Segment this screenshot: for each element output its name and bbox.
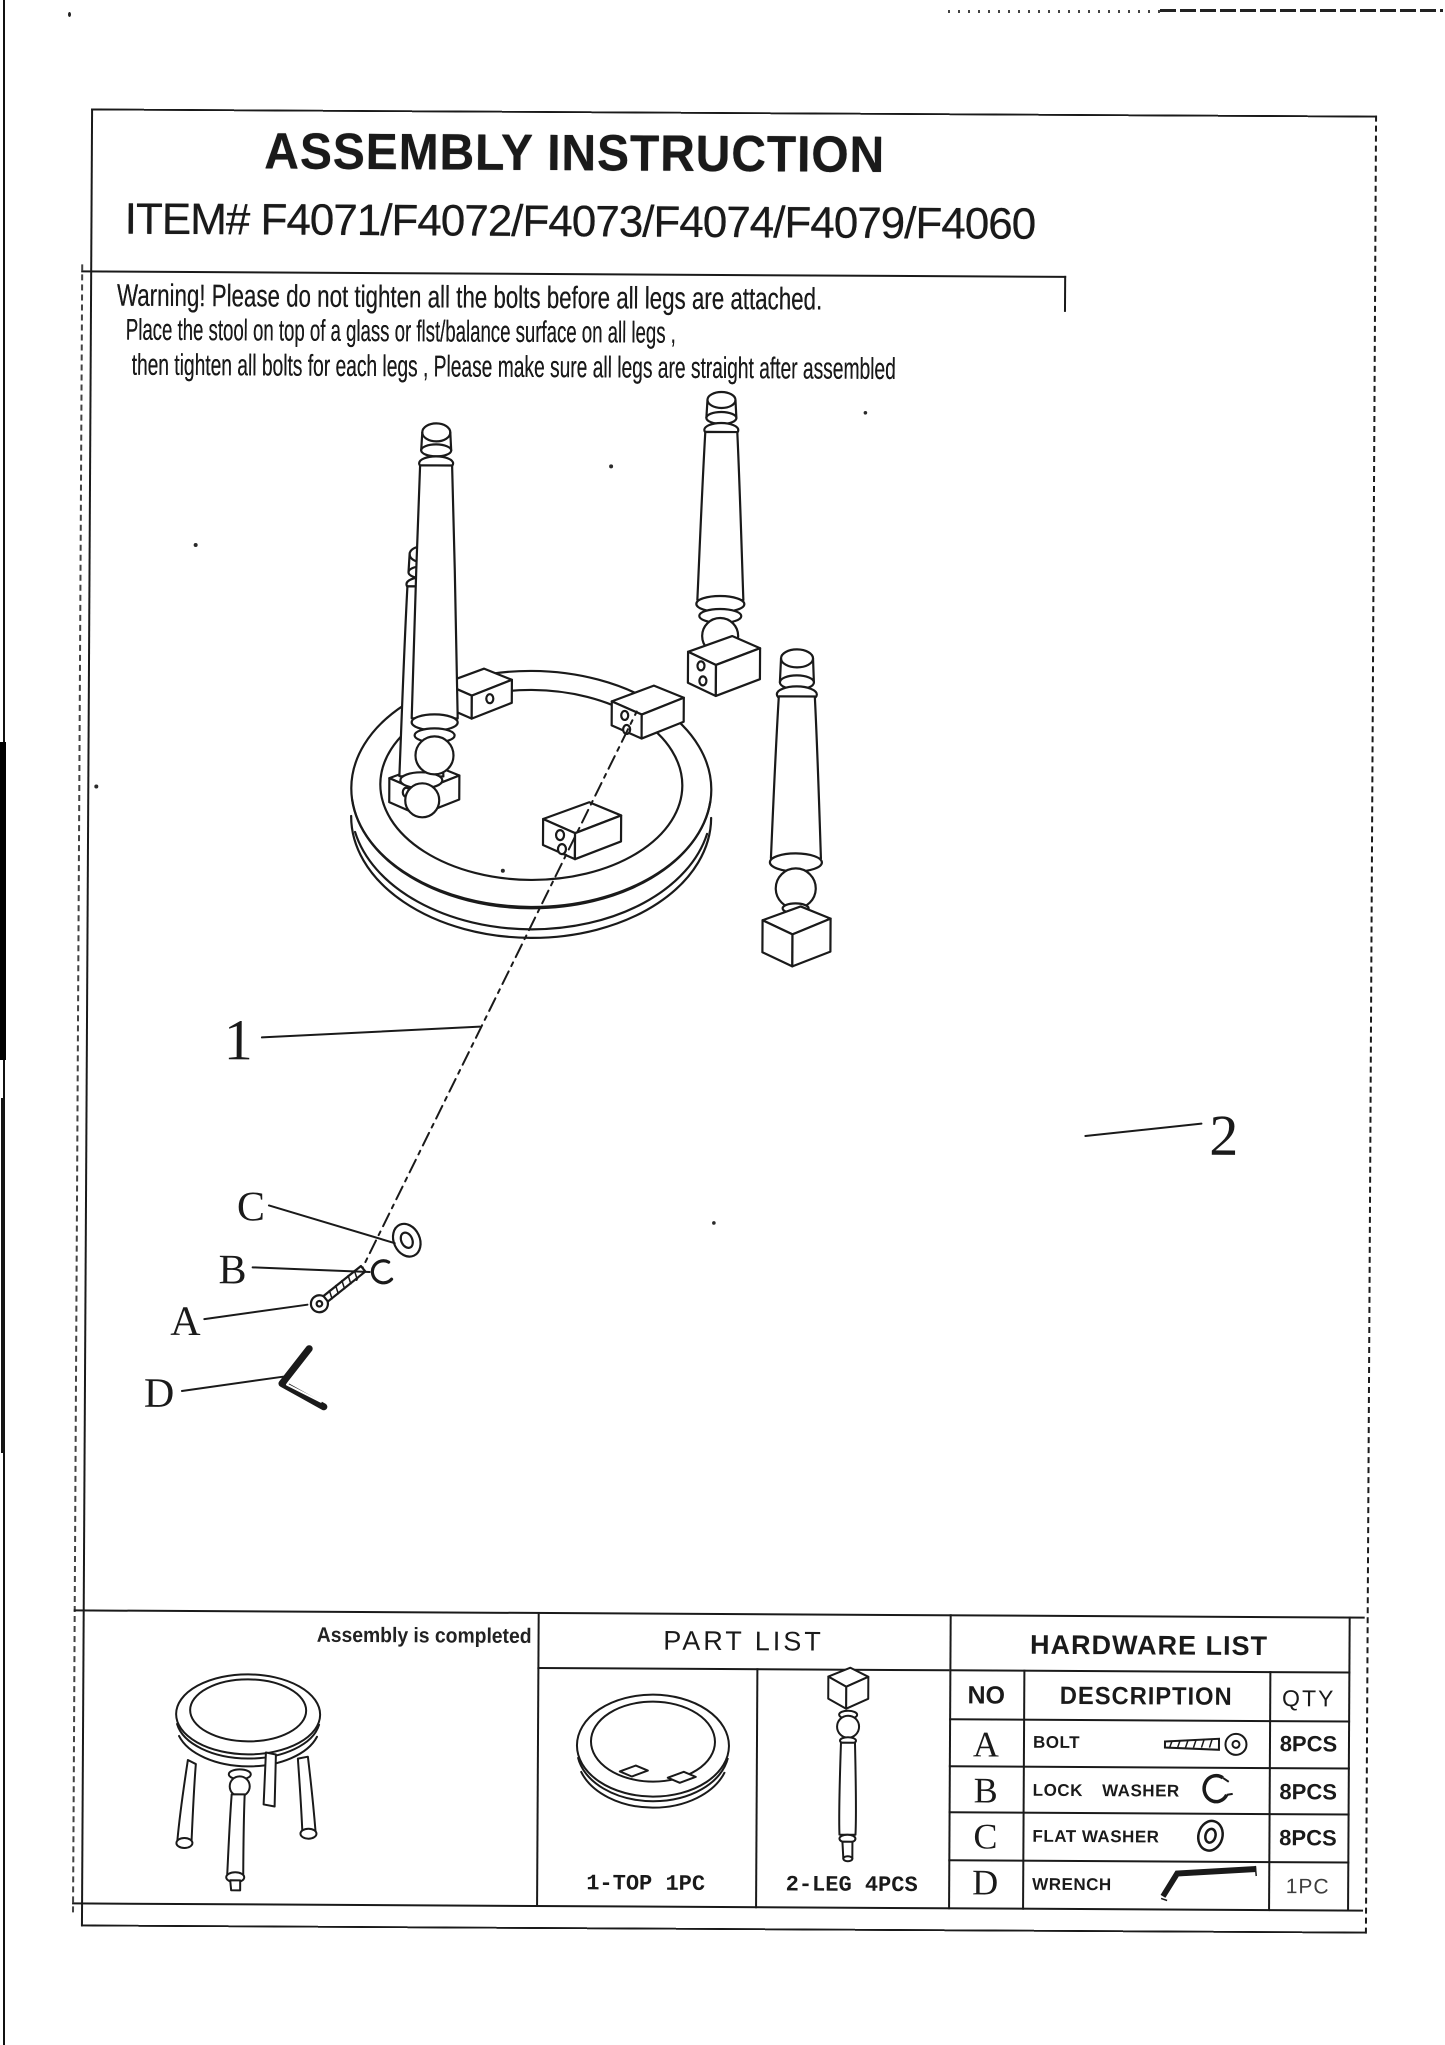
- hardware-col-qty: QTY: [1282, 1685, 1336, 1712]
- stool-leg-floating: [688, 392, 762, 696]
- hardware-row-description: WRENCH: [1032, 1874, 1112, 1895]
- callout-1-top: 1: [223, 1007, 254, 1073]
- hardware-row-qty: 8PCS: [1279, 1731, 1338, 1757]
- flat-washer-drawing: [388, 1219, 426, 1261]
- stool-leg-attached-front: [411, 423, 459, 774]
- page-title: ASSEMBLY INSTRUCTION: [264, 122, 886, 183]
- assembly-diagram: [87, 386, 1283, 1553]
- callout-leader-lines: [182, 1025, 1202, 1397]
- hardware-row-description: FLAT WASHER: [1032, 1826, 1160, 1847]
- flat-washer-icon: [1187, 1815, 1233, 1859]
- hardware-row-description: LOCK WASHER: [1032, 1780, 1180, 1801]
- warning-line-2: Place the stool on top of a glass or flst/balance surface on all legs ,: [125, 313, 676, 350]
- hardware-row-no: D: [972, 1862, 999, 1903]
- warning-line-3: then tighten all bolts for each legs , Please make sure all legs are straight after assembled: [131, 348, 896, 386]
- hardware-row-description: BOLT: [1032, 1732, 1081, 1753]
- hardware-row-qty: 8PCS: [1279, 1825, 1337, 1851]
- hardware-row-qty: 1PC: [1285, 1875, 1330, 1899]
- warning-box-rule-stub: [1064, 276, 1066, 312]
- callout-a-bolt: A: [170, 1298, 201, 1346]
- hardware-row-no: C: [973, 1816, 998, 1857]
- bolt-icon: [1159, 1726, 1264, 1763]
- hardware-col-description: DESCRIPTION: [1059, 1681, 1233, 1711]
- hardware-row-no: A: [972, 1724, 1000, 1765]
- callout-c-flat-washer: C: [236, 1184, 266, 1231]
- wrench-drawing: [282, 1349, 324, 1407]
- hardware-row-qty: 8PCS: [1279, 1779, 1338, 1805]
- item-number-line: ITEM# F4071/F4072/F4073/F4074/F4079/F4060: [124, 194, 1036, 249]
- assembly-completed-caption: Assembly is completed: [316, 1623, 532, 1648]
- hardware-list-title: HARDWARE LIST: [1029, 1629, 1269, 1662]
- part-top-label: 1-TOP 1PC: [586, 1871, 706, 1897]
- callout-b-lock-washer: B: [218, 1247, 247, 1294]
- callout-2-leg: 2: [1209, 1102, 1239, 1168]
- hardware-row-no: B: [973, 1770, 998, 1811]
- lock-washer-drawing: [372, 1261, 391, 1283]
- warning-line-1: Warning! Please do not tighten all the bolts before all legs are attached.: [116, 277, 823, 317]
- part-leg-drawing: [807, 1662, 883, 1867]
- callout-d-wrench: D: [143, 1370, 175, 1417]
- hardware-col-no: NO: [967, 1681, 1006, 1710]
- part-top-drawing: [567, 1685, 738, 1846]
- stool-leg-detached: [762, 649, 832, 966]
- completed-stool-drawing: [135, 1662, 356, 1898]
- lock-washer-icon: [1194, 1771, 1238, 1811]
- wrench-icon: [1151, 1862, 1269, 1905]
- part-leg-label: 2-LEG 4PCS: [785, 1872, 918, 1899]
- part-list-title: PART LIST: [663, 1625, 824, 1657]
